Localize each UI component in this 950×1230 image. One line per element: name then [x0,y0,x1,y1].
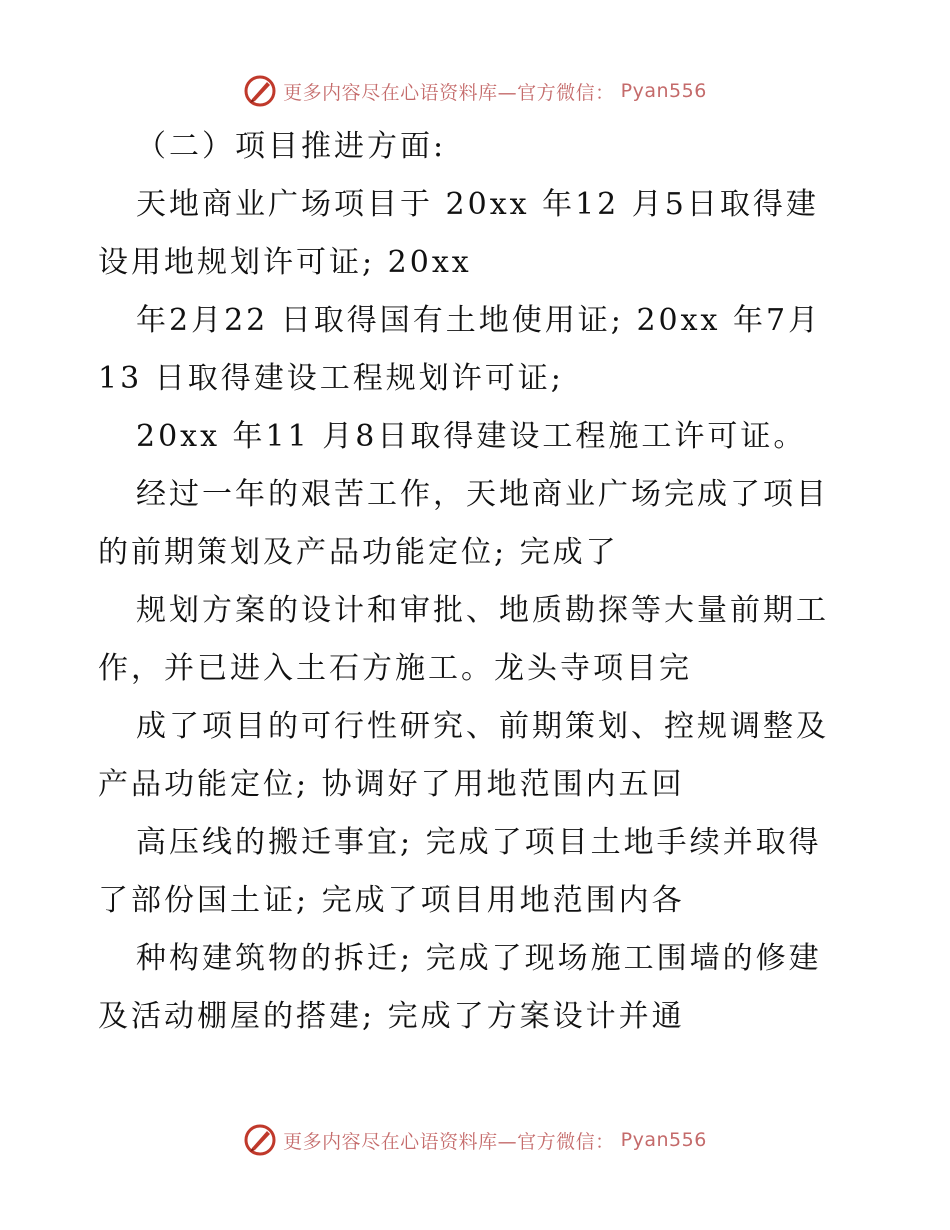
footer-watermark [0,1120,950,1160]
text-line: 了部份国土证; 完成了项目用地范围内各 [98,883,685,918]
text-line: 及活动棚屋的搭建; 完成了方案设计并通 [98,999,685,1034]
quill-logo-icon [243,1123,277,1157]
header-watermark [0,71,950,111]
watermark-text: 更多内容尽在心语资料库—官方微信： [283,81,615,104]
watermark-wechat-id: Pyan556 [620,80,707,102]
text-line: 产品功能定位; 协调好了用地范围内五回 [98,767,685,802]
text-line: 20xx 年11 月8日取得建设工程施工许可证。 [136,419,807,454]
text-line: 经过一年的艰苦工作，天地商业广场完成了项目 [136,477,829,512]
text-line: 种构建筑物的拆迁; 完成了现场施工围墙的修建 [136,941,822,976]
text-line: 13 日取得建设工程规划许可证; [98,361,564,396]
text-line: 规划方案的设计和审批、地质勘探等大量前期工 [136,593,829,628]
watermark-text: 更多内容尽在心语资料库—官方微信： [283,1130,615,1153]
text-line: 设用地规划许可证; 20xx [98,245,472,280]
text-line: 高压线的搬迁事宜; 完成了项目土地手续并取得 [136,825,822,860]
text-line: 作，并已进入土石方施工。龙头寺项目完 [98,651,692,686]
document-body [98,118,858,1046]
quill-logo-icon [243,74,277,108]
text-line: 年2月22 日取得国有土地使用证; 20xx 年7月 [136,303,822,338]
watermark-wechat-id: Pyan556 [620,1129,707,1151]
text-line: 成了项目的可行性研究、前期策划、控规调整及 [136,709,829,744]
text-line: （二）项目推进方面: [136,129,447,164]
text-line: 的前期策划及产品功能定位; 完成了 [98,535,619,570]
text-line: 天地商业广场项目于 20xx 年12 月5日取得建 [136,187,819,222]
